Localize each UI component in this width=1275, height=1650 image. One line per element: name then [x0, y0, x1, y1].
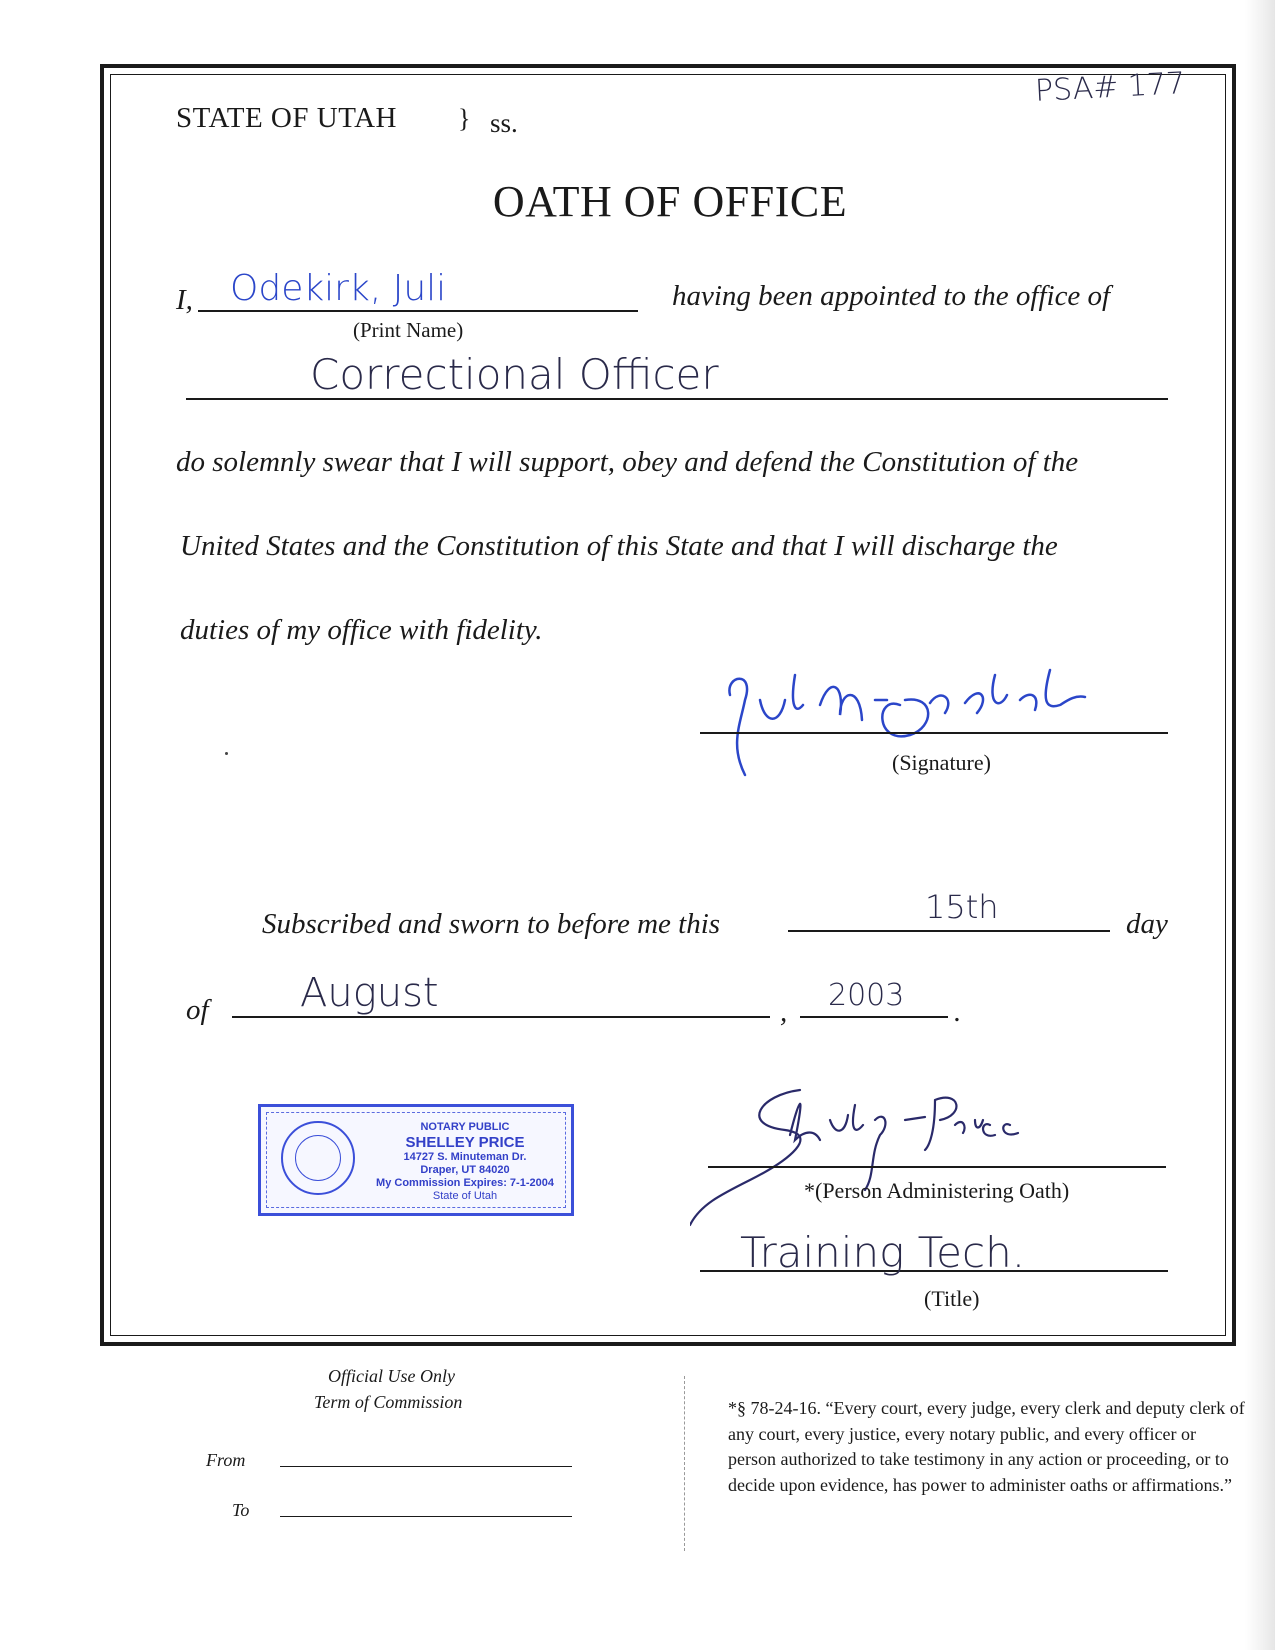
- footer-divider: [684, 1376, 685, 1551]
- of-label: of: [186, 994, 209, 1026]
- year-line: [800, 1016, 948, 1018]
- appointed-text: having been appointed to the office of: [672, 280, 1111, 312]
- statute-text: *§ 78-24-16. “Every court, every judge, every clerk and deputy clerk of any court, every justice, every notary public, and every officer or person authorized to take testimony in any action or proceeding, or to decide upon evidence, has power to administer oaths or affirmations.”: [728, 1398, 1245, 1495]
- signature-label: (Signature): [892, 750, 991, 775]
- i-prefix: I,: [176, 284, 193, 316]
- oath-line-3: duties of my office with fidelity.: [180, 614, 543, 646]
- to-line: [280, 1516, 572, 1517]
- to-label: To: [232, 1500, 250, 1520]
- file-mark: PSA# 177: [1034, 66, 1186, 109]
- official-use-label: Official Use Only: [328, 1366, 455, 1386]
- month-value: August: [300, 970, 439, 1016]
- from-label: From: [206, 1450, 246, 1470]
- month-line: [232, 1016, 770, 1018]
- page-title: OATH OF OFFICE: [492, 177, 848, 226]
- title-value: Training Tech.: [740, 1228, 1026, 1277]
- state-heading: STATE OF UTAH: [176, 102, 397, 134]
- from-line: [280, 1466, 572, 1467]
- day-value: 15th: [925, 888, 999, 926]
- oath-line-1: do solemnly swear that I will support, obey and defend the Constitution of the: [176, 446, 1079, 478]
- subscribed-text: Subscribed and sworn to before me this: [262, 908, 721, 940]
- ss-abbreviation: ss.: [490, 108, 518, 138]
- administrator-signature: [690, 1080, 1060, 1230]
- print-name-value: Odekirk, Juli: [230, 268, 447, 309]
- stamp-state: State of Utah: [432, 1190, 498, 1202]
- day-label: day: [1126, 908, 1168, 940]
- oath-line-2: United States and the Constitution of this State and that I will discharge the: [180, 530, 1058, 562]
- print-name-label: (Print Name): [353, 318, 464, 342]
- stray-mark: [225, 752, 228, 755]
- stamp-address: 14727 S. Minuteman Dr.: [403, 1151, 527, 1163]
- print-name-line: [198, 310, 638, 312]
- state-seal: [281, 1121, 355, 1195]
- ss-brace: }: [458, 104, 471, 133]
- signature-line: [700, 732, 1168, 734]
- stamp-name: SHELLEY PRICE: [405, 1134, 525, 1151]
- day-line: [788, 930, 1110, 932]
- period: .: [954, 996, 962, 1028]
- stamp-heading: NOTARY PUBLIC: [420, 1121, 510, 1133]
- stamp-city: Draper, UT 84020: [420, 1164, 510, 1176]
- notary-stamp: [258, 1104, 574, 1216]
- stamp-expires: My Commission Expires: 7-1-2004: [376, 1177, 554, 1189]
- administrator-line: [708, 1166, 1166, 1168]
- office-value: Correctional Officer: [310, 350, 719, 399]
- comma: ,: [780, 996, 788, 1028]
- administrator-label: *(Person Administering Oath): [804, 1178, 1070, 1203]
- seal-emblem: [295, 1135, 341, 1181]
- term-label: Term of Commission: [314, 1392, 463, 1412]
- year-value: 2003: [828, 978, 905, 1013]
- stamp-text: [367, 1121, 563, 1203]
- title-label: (Title): [924, 1286, 980, 1311]
- page-edge: [1245, 0, 1275, 1650]
